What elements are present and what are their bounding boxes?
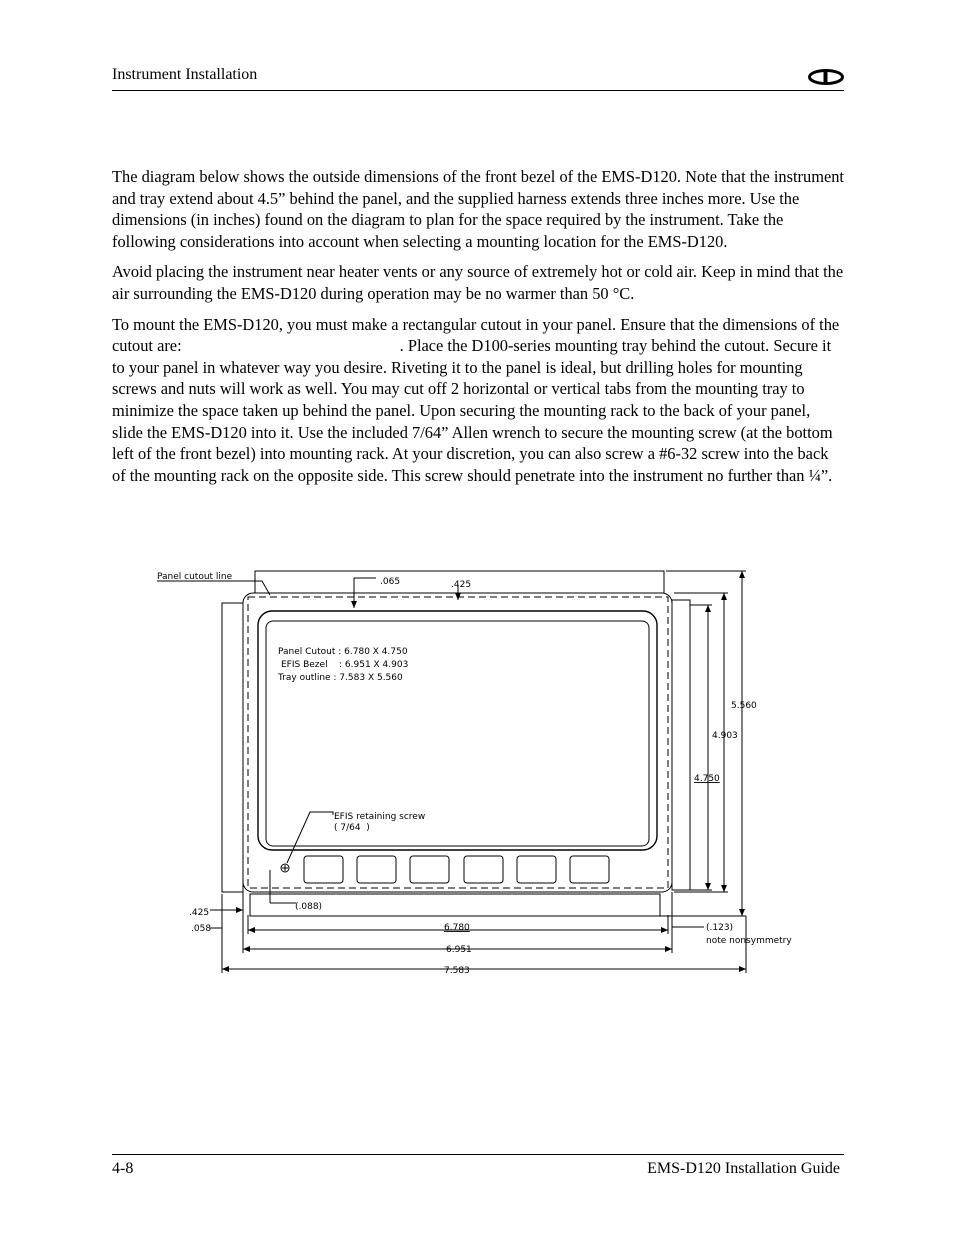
dim-058-label: .058 <box>191 924 212 934</box>
tray-right-outline <box>672 600 690 890</box>
dim-065-label: .065 <box>380 577 401 587</box>
info-line-efis-bezel: EFIS Bezel : 6.951 X 4.903 <box>281 660 409 670</box>
bezel-button <box>570 856 609 883</box>
info-line-tray-outline: Tray outline : 7.583 X 5.560 <box>278 673 403 683</box>
mounting-text-start: To mount the EMS-D120, you must make a rectangular cutout in your panel. Ensure that the dimensions of the cutout are: <box>112 314 840 356</box>
bezel-button <box>410 856 449 883</box>
panel-cutout-line-label: Panel cutout line <box>157 572 233 582</box>
note-nonsymmetry-label: note nonsymmetry <box>706 936 792 946</box>
dim-6951-label: 6.951 <box>446 945 472 955</box>
dim-6780-label: 6.780 <box>444 923 470 933</box>
dim-4903-label: 4.903 <box>712 731 738 741</box>
dim-123-label: (.123) <box>706 923 734 933</box>
bezel-button <box>464 856 503 883</box>
efis-bezel <box>243 593 672 892</box>
body-text <box>112 166 844 495</box>
bezel-button <box>304 856 343 883</box>
page-number: 4-8 <box>112 1160 134 1177</box>
mounting-dimensions-diagram <box>150 562 810 982</box>
bezel-button <box>517 856 556 883</box>
info-line-panel-cutout: Panel Cutout : 6.780 X 4.750 <box>278 647 408 657</box>
dim-088-label: (.088) <box>295 902 323 912</box>
page-header <box>112 66 844 91</box>
mounting-text-end: . Place the D100-series mounting tray behind the cutout. Secure it to your panel in whatever way you desire. Riveting it to the panel is ideal, but drilling holes for mounting screws and nuts will work as well. You may cut off 2 horizontal or vertical tabs from the mounting tray to minimize the space taken up behind the panel. Upon securing the mounting rack to the back of your panel, slide the EMS-D120 into it. Use the included 7/64” Allen wrench to secure the mounting screw (at the bottom left of the front bezel) into mounting rack. At your discretion, you can also screw a #6-32 screw into the back of the mounting rack on the opposite side. This screw should penetrate into the instrument no further than ¼”. <box>112 336 833 485</box>
paragraph-dimensions: The diagram below shows the outside dimensions of the front bezel of the EMS-D120. Note that the instrument and tray extend about 4.5” behind the panel, and the supplied harness extends three inches more. Use the dimensions (in inches) found on the diagram to plan for the space required by the instrument. Take the following considerations into account when selecting a mounting location for the EMS-D120. <box>112 167 844 251</box>
dim-4750-label: 4.750 <box>694 774 720 784</box>
paragraph-mounting <box>112 314 844 487</box>
dynon-logo-icon <box>808 68 844 86</box>
dim-7583-label: 7.583 <box>444 966 470 976</box>
dim-5560-label: 5.560 <box>731 701 757 711</box>
dim-425-left-label: .425 <box>189 908 210 918</box>
paragraph-heater-vents: Avoid placing the instrument near heater vents or any source of extremely hot or cold air. Keep in mind that the air surrounding the EMS-D120 during operation may be no warmer than 50 °C. <box>112 262 844 303</box>
page-footer <box>112 1154 844 1185</box>
retaining-screw-label: EFIS retaining screw <box>334 812 426 822</box>
bezel-button <box>357 856 396 883</box>
panel-cutout-line <box>248 597 668 888</box>
retaining-screw-size: ( 7/64 ) <box>334 823 370 833</box>
tray-left-outline <box>222 603 243 892</box>
dim-425-top-label: .425 <box>451 580 472 590</box>
guide-title: EMS-D120 Installation Guide <box>647 1160 840 1177</box>
header-title: Instrument Installation <box>112 66 258 83</box>
